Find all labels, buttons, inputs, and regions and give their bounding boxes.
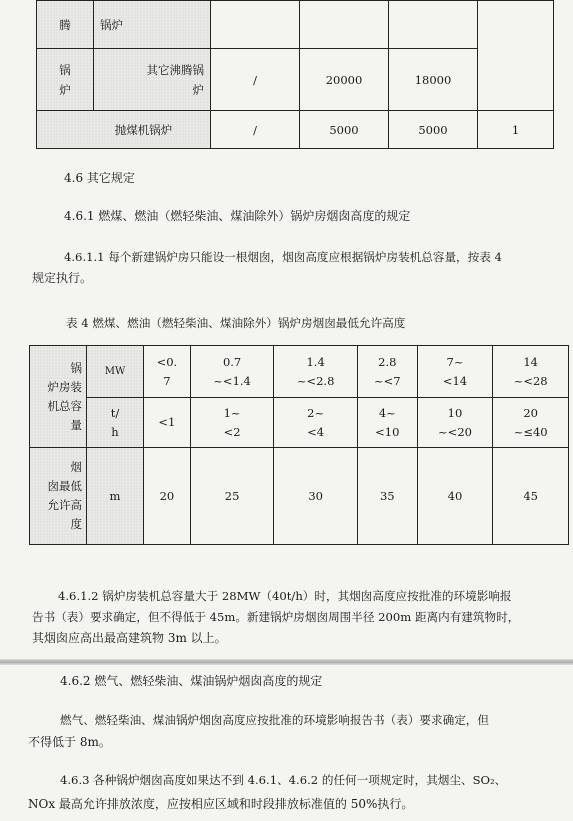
para-4-6-1-1-line1: 4.6.1.1 每个新建锅炉房只能设一根烟囱，烟囱高度应根据锅炉房装机总容量，按表 4 <box>64 250 502 264</box>
top-table <box>36 0 554 149</box>
table4-row-header: 锅 炉房装 机总容 量 <box>30 346 87 448</box>
table4-height-5: 45 <box>493 448 569 545</box>
section-4-6-heading: 4.6 其它规定 <box>64 171 135 185</box>
top-table-row1-label: 锅炉 <box>94 1 211 49</box>
top-table-row3-col3: 5000 <box>389 111 478 149</box>
table4-caption: 表 4 燃煤、燃油（燃轻柴油、煤油除外）锅炉房烟囱最低允许高度 <box>66 316 406 330</box>
top-table-row2-col2: 20000 <box>300 49 389 111</box>
section-4-6-1-heading: 4.6.1 燃煤、燃油（燃轻柴油、煤油除外）锅炉房烟囱高度的规定 <box>64 209 411 223</box>
top-table-row2-col1: / <box>211 49 300 111</box>
top-table-row1-col3 <box>389 1 478 49</box>
table4-height-2: 30 <box>274 448 358 545</box>
table4-height-0: 20 <box>144 448 191 545</box>
top-table-row3-label: 抛煤机锅炉 <box>37 111 211 149</box>
table4-th-0: <1 <box>144 398 191 448</box>
para-4-6-2-line2: 不得低于 8m。 <box>28 735 111 749</box>
top-table-row3-col2: 5000 <box>300 111 389 149</box>
table4-th-4: 10 ~<20 <box>417 398 493 448</box>
table4-mw-4: 7~ <14 <box>417 346 493 398</box>
table4-mw-1: 0.7 ~<1.4 <box>190 346 274 398</box>
table4-th-5: 20 ~≤40 <box>493 398 569 448</box>
top-table-group-cell <box>37 1 94 49</box>
top-table-row1-col2 <box>300 1 389 49</box>
para-4-6-1-1-line2: 规定执行。 <box>32 271 93 285</box>
table4-height-header: 烟 囱最低 允许高 度 <box>30 448 87 545</box>
top-table-row2-label: 其它沸腾锅 炉 <box>94 49 211 111</box>
para-4-6-1-2-line1: 4.6.1.2 锅炉房装机总容量大于 28MW（40t/h）时，其烟囱高度应按批准的环境影响报 <box>58 589 512 603</box>
table4-height-1: 25 <box>190 448 274 545</box>
table4-th-1: 1~ <2 <box>190 398 274 448</box>
page-divider <box>0 659 573 665</box>
top-table-row1-col1 <box>211 1 300 49</box>
table-4 <box>29 345 569 545</box>
top-table-row1-group: 腾 <box>59 17 71 32</box>
table4-th-2: 2~ <4 <box>274 398 358 448</box>
table4-unit-th: t/ h <box>87 398 144 448</box>
top-table-row2-col3: 18000 <box>389 49 478 111</box>
top-table-row2-group: 锅 炉 <box>37 49 94 111</box>
table4-height-unit: m <box>87 448 144 545</box>
para-4-6-1-2-line3: 其烟囱应高出最高建筑物 3m 以上。 <box>32 631 227 645</box>
table4-mw-2: 1.4 ~<2.8 <box>274 346 358 398</box>
para-4-6-3-line1: 4.6.3 各种锅炉烟囱高度如果达不到 4.6.1、4.6.2 的任何一项规定时，其烟尘、SO₂、 <box>60 773 507 787</box>
top-table-row1-col4 <box>478 1 554 111</box>
table4-mw-5: 14 ~<28 <box>493 346 569 398</box>
table4-th-3: 4~ <10 <box>357 398 417 448</box>
top-table-row3-col1: / <box>211 111 300 149</box>
table4-height-3: 35 <box>357 448 417 545</box>
table4-unit-mw: MW <box>87 346 144 398</box>
top-table-row3-col4: 1 <box>478 111 554 149</box>
section-4-6-2-heading: 4.6.2 燃气、燃轻柴油、煤油锅炉烟囱高度的规定 <box>60 674 323 688</box>
table4-mw-0: <0. 7 <box>144 346 191 398</box>
table4-mw-3: 2.8 ~<7 <box>357 346 417 398</box>
para-4-6-1-2-line2: 告书（表）要求确定，但不得低于 45m。新建锅炉房烟囱周围半径 200m 距离内有建筑物时， <box>32 610 520 624</box>
table4-height-4: 40 <box>417 448 493 545</box>
para-4-6-3-line2: NOx 最高允许排放浓度，应按相应区域和时段排放标准值的 50%执行。 <box>28 797 414 811</box>
para-4-6-2-line1: 燃气、燃轻柴油、煤油锅炉烟囱高度应按批准的环境影响报告书（表）要求确定，但 <box>60 713 489 727</box>
